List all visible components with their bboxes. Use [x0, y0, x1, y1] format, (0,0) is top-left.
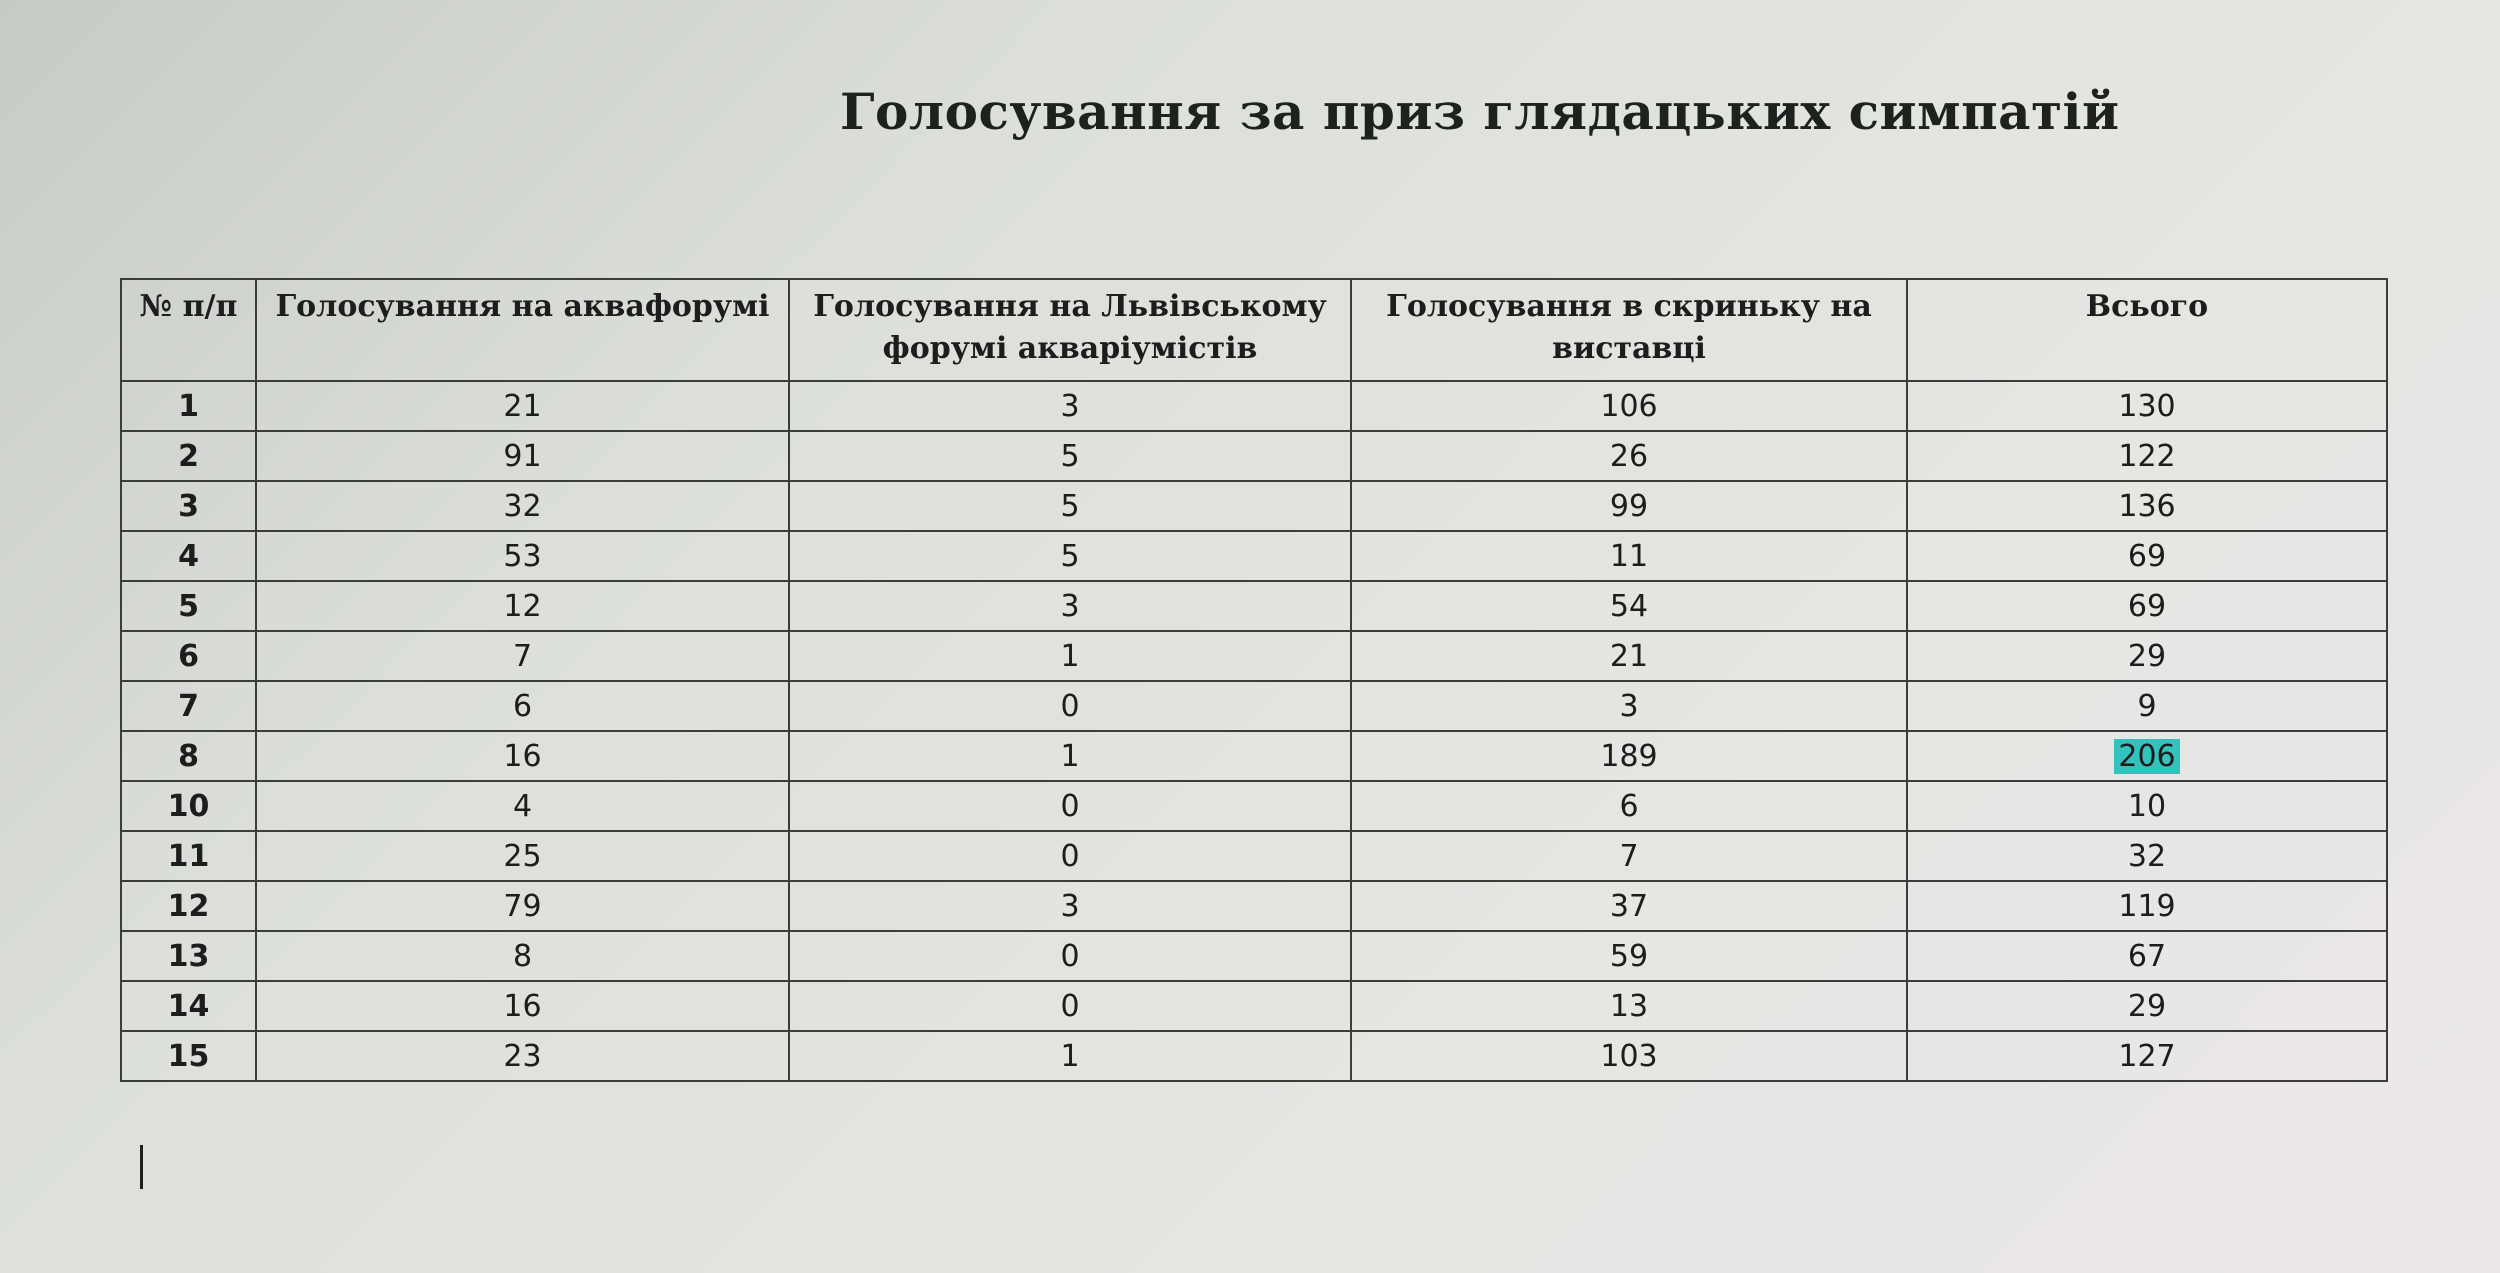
table-row: [121, 681, 2387, 731]
cell-aquaforum[interactable]: 53: [256, 531, 789, 581]
cell-aquaforum[interactable]: 79: [256, 881, 789, 931]
cell-total[interactable]: 32: [1907, 831, 2387, 881]
cell-box[interactable]: 103: [1351, 1031, 1907, 1081]
cell-lviv-forum[interactable]: 0: [789, 981, 1351, 1031]
cell-total[interactable]: 67: [1907, 931, 2387, 981]
cell-total[interactable]: 119: [1907, 881, 2387, 931]
cell-total[interactable]: 122: [1907, 431, 2387, 481]
cell-box[interactable]: 7: [1351, 831, 1907, 881]
cell-box[interactable]: 3: [1351, 681, 1907, 731]
cell-box[interactable]: 59: [1351, 931, 1907, 981]
table-header-row: [121, 279, 2387, 381]
cell-lviv-forum[interactable]: 5: [789, 531, 1351, 581]
table-row: [121, 481, 2387, 531]
table-row: [121, 431, 2387, 481]
table-row: [121, 781, 2387, 831]
cell-aquaforum[interactable]: 23: [256, 1031, 789, 1081]
table-row: [121, 831, 2387, 881]
table-row: [121, 931, 2387, 981]
cell-num[interactable]: 6: [121, 631, 256, 681]
cell-total[interactable]: 69: [1907, 531, 2387, 581]
cell-total[interactable]: 29: [1907, 631, 2387, 681]
table-row: [121, 981, 2387, 1031]
cell-num[interactable]: 4: [121, 531, 256, 581]
cell-box[interactable]: 99: [1351, 481, 1907, 531]
cell-aquaforum[interactable]: 4: [256, 781, 789, 831]
header-num: № п/п: [121, 279, 256, 381]
cell-box[interactable]: 37: [1351, 881, 1907, 931]
cell-total[interactable]: 10: [1907, 781, 2387, 831]
cell-lviv-forum[interactable]: 5: [789, 481, 1351, 531]
cell-box[interactable]: 26: [1351, 431, 1907, 481]
cell-lviv-forum[interactable]: 1: [789, 1031, 1351, 1081]
text-cursor: [140, 1145, 143, 1189]
cell-box[interactable]: 21: [1351, 631, 1907, 681]
cell-box[interactable]: 54: [1351, 581, 1907, 631]
cell-lviv-forum[interactable]: 5: [789, 431, 1351, 481]
table-row: [121, 581, 2387, 631]
cell-total[interactable]: [1907, 731, 2387, 781]
cell-num[interactable]: 3: [121, 481, 256, 531]
cell-num[interactable]: 1: [121, 381, 256, 431]
cell-num[interactable]: 7: [121, 681, 256, 731]
cell-aquaforum[interactable]: 12: [256, 581, 789, 631]
cell-num[interactable]: 11: [121, 831, 256, 881]
header-lviv-forum: Голосування на Львівському форумі акваріумістів: [789, 279, 1351, 381]
cell-aquaforum[interactable]: 8: [256, 931, 789, 981]
highlighted-total: 206: [2114, 739, 2179, 774]
header-box: Голосування в скриньку на виставці: [1351, 279, 1907, 381]
cell-aquaforum[interactable]: 16: [256, 981, 789, 1031]
cell-lviv-forum[interactable]: 0: [789, 831, 1351, 881]
table-row: [121, 1031, 2387, 1081]
document-title: Голосування за приз глядацьких симпатій: [840, 82, 2120, 141]
header-aquaforum: Голосування на аквафорумі: [256, 279, 789, 381]
cell-aquaforum[interactable]: 6: [256, 681, 789, 731]
cell-box[interactable]: 106: [1351, 381, 1907, 431]
cell-lviv-forum[interactable]: 0: [789, 681, 1351, 731]
cell-num[interactable]: 14: [121, 981, 256, 1031]
cell-num[interactable]: 10: [121, 781, 256, 831]
cell-total[interactable]: 29: [1907, 981, 2387, 1031]
cell-num[interactable]: 15: [121, 1031, 256, 1081]
cell-box[interactable]: 13: [1351, 981, 1907, 1031]
table-row: [121, 531, 2387, 581]
table-body: [121, 381, 2387, 1081]
cell-lviv-forum[interactable]: 3: [789, 881, 1351, 931]
cell-aquaforum[interactable]: 25: [256, 831, 789, 881]
cell-lviv-forum[interactable]: 0: [789, 931, 1351, 981]
cell-aquaforum[interactable]: 91: [256, 431, 789, 481]
table-row: [121, 381, 2387, 431]
cell-box[interactable]: 6: [1351, 781, 1907, 831]
cell-lviv-forum[interactable]: 0: [789, 781, 1351, 831]
cell-lviv-forum[interactable]: 3: [789, 381, 1351, 431]
cell-box[interactable]: 11: [1351, 531, 1907, 581]
cell-total[interactable]: 130: [1907, 381, 2387, 431]
table-row: [121, 631, 2387, 681]
cell-aquaforum[interactable]: 32: [256, 481, 789, 531]
cell-num[interactable]: 8: [121, 731, 256, 781]
cell-aquaforum[interactable]: 16: [256, 731, 789, 781]
table-row: [121, 731, 2387, 781]
table-row: [121, 881, 2387, 931]
votes-table: [120, 278, 2388, 1082]
cell-box[interactable]: 189: [1351, 731, 1907, 781]
cell-total[interactable]: 9: [1907, 681, 2387, 731]
cell-num[interactable]: 13: [121, 931, 256, 981]
cell-lviv-forum[interactable]: 1: [789, 731, 1351, 781]
cell-total[interactable]: 136: [1907, 481, 2387, 531]
cell-total[interactable]: 69: [1907, 581, 2387, 631]
cell-num[interactable]: 2: [121, 431, 256, 481]
cell-aquaforum[interactable]: 7: [256, 631, 789, 681]
cell-total[interactable]: 127: [1907, 1031, 2387, 1081]
header-total: Всього: [1907, 279, 2387, 381]
cell-lviv-forum[interactable]: 1: [789, 631, 1351, 681]
cell-num[interactable]: 5: [121, 581, 256, 631]
cell-num[interactable]: 12: [121, 881, 256, 931]
cell-lviv-forum[interactable]: 3: [789, 581, 1351, 631]
cell-aquaforum[interactable]: 21: [256, 381, 789, 431]
